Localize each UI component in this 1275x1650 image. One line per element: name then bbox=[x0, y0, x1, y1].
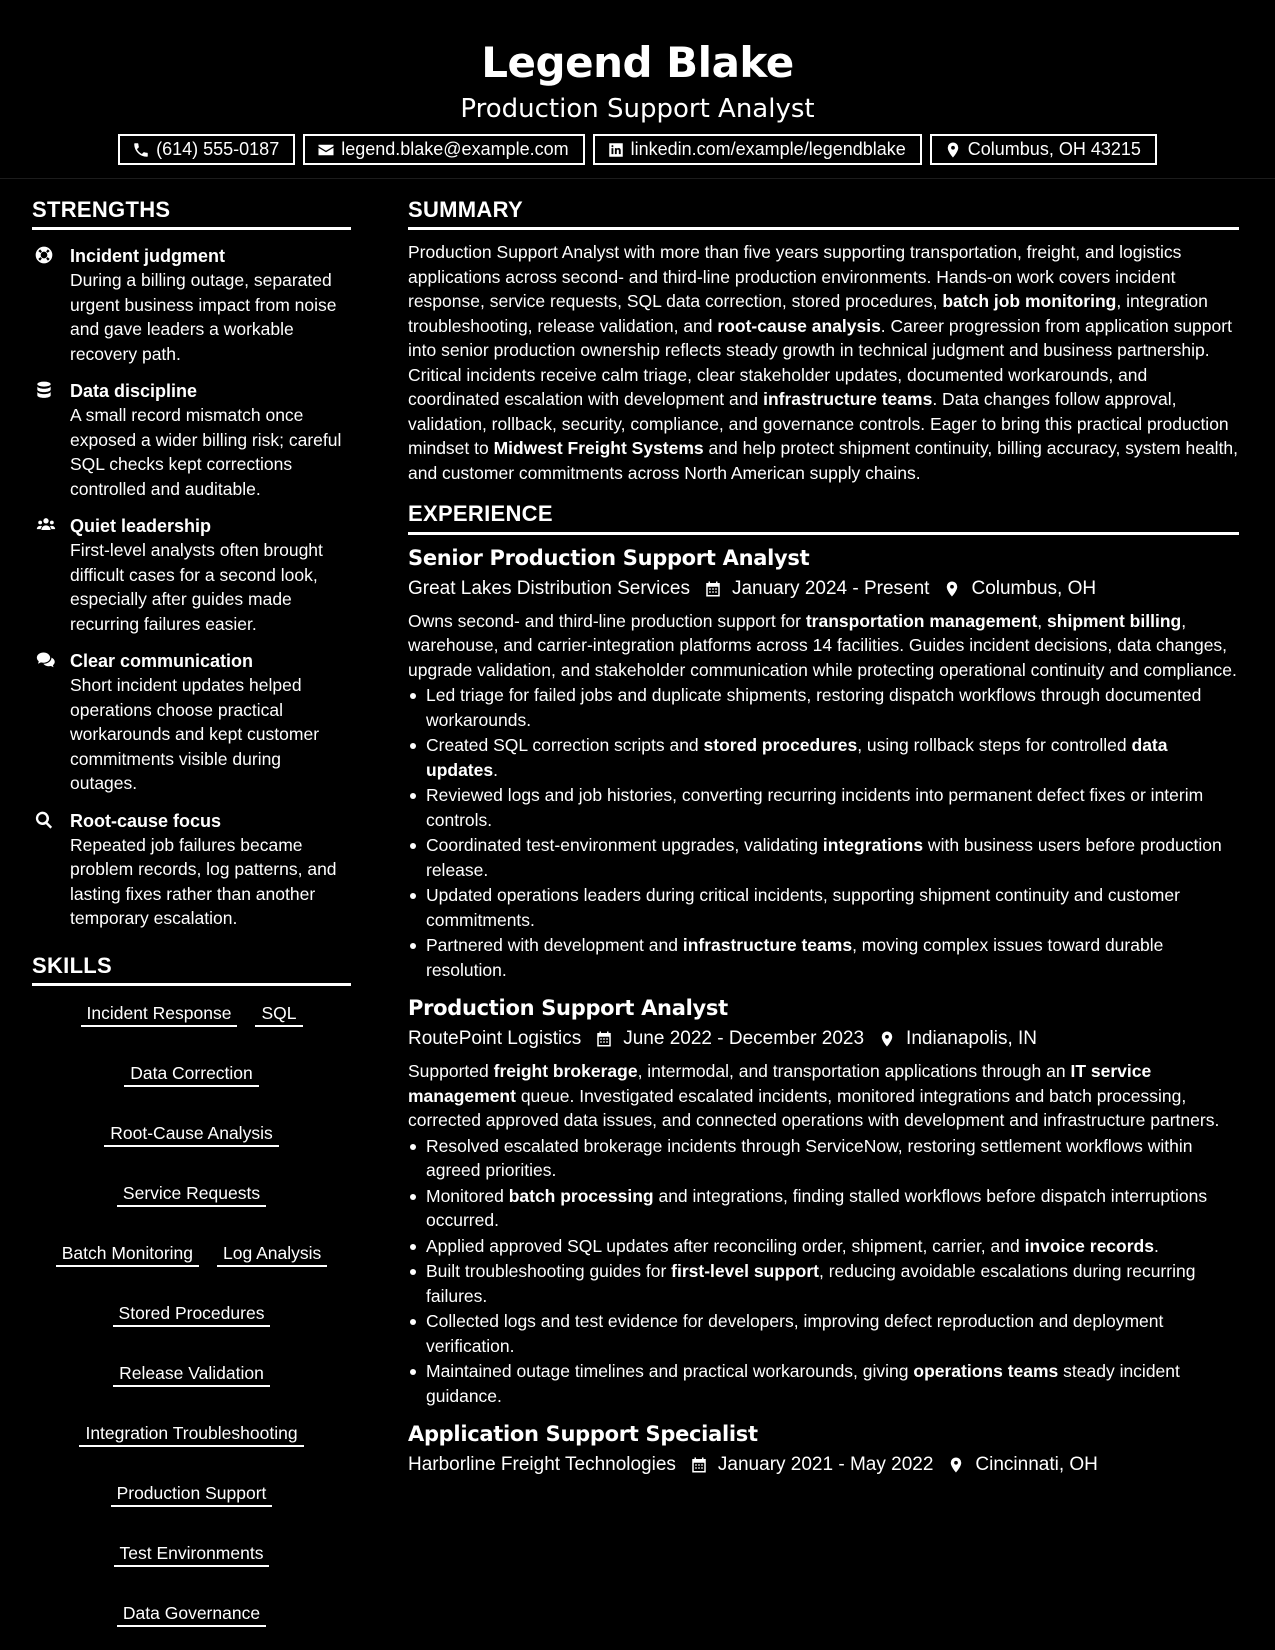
job-title: Application Support Specialist bbox=[408, 1422, 758, 1447]
envelope-icon bbox=[317, 141, 335, 159]
bold-phrase: integrations bbox=[822, 835, 924, 856]
job-dates: January 2021 - May 2022 bbox=[717, 1454, 934, 1476]
strength-item bbox=[32, 514, 351, 636]
experience-list bbox=[408, 544, 1239, 1480]
calendar-icon bbox=[690, 1456, 708, 1474]
job-description: Supported freight brokerage, intermodal, and transportation applications through an IT service management queue. Investigated escalated incidents, monitored integrations and batch processing, corrected approved data issues, and connected operations with development and infrastructure partners. bbox=[408, 1061, 1220, 1131]
strength-item bbox=[32, 379, 351, 501]
contact-linkedin-text: linkedin.com/example/legendblake bbox=[630, 139, 906, 159]
calendar-icon bbox=[704, 580, 722, 598]
candidate-name: Legend Blake bbox=[481, 38, 794, 87]
map-pin-icon bbox=[944, 141, 962, 159]
job-meta bbox=[408, 575, 1239, 603]
job-entry bbox=[408, 1420, 1239, 1479]
strength-item bbox=[32, 244, 351, 366]
job-bullet: Built troubleshooting guides for first-level support, reducing avoidable escalations during recurring failures. bbox=[408, 1259, 1239, 1308]
job-bullet: Created SQL correction scripts and stored procedures, using rollback steps for controlled data updates. bbox=[408, 733, 1239, 782]
job-bullet: Applied approved SQL updates after reconciling order, shipment, carrier, and invoice records. bbox=[408, 1234, 1239, 1259]
contact-email-text: legend.blake@example.com bbox=[341, 139, 569, 159]
bold-phrase: operations teams bbox=[913, 1361, 1059, 1382]
experience-heading: EXPERIENCE bbox=[408, 501, 1239, 534]
calendar-icon bbox=[595, 1030, 613, 1048]
contact-location[interactable] bbox=[930, 134, 1157, 165]
strengths-list bbox=[32, 244, 351, 931]
strengths-heading: STRENGTHS bbox=[32, 197, 351, 230]
bold-phrase: shipment billing bbox=[1047, 610, 1182, 631]
skill-tag: Batch Monitoring bbox=[56, 1241, 199, 1267]
bold-phrase: first-level support bbox=[671, 1261, 819, 1282]
strength-title: Quiet leadership bbox=[70, 516, 212, 537]
job-company: RoutePoint Logistics bbox=[408, 1028, 582, 1050]
job-bullet: Resolved escalated brokerage incidents through ServiceNow, restoring settlement workflows within agreed priorities. bbox=[408, 1134, 1239, 1183]
right-column bbox=[408, 197, 1239, 1479]
job-entry bbox=[408, 994, 1239, 1408]
map-pin-icon bbox=[943, 580, 961, 598]
job-bullet: Partnered with development and infrastructure teams, moving complex issues toward durable resolution. bbox=[408, 933, 1239, 982]
map-pin-icon bbox=[878, 1030, 896, 1048]
strength-desc: During a billing outage, separated urgent business impact from noise and gave leaders a workable recovery path. bbox=[70, 270, 337, 364]
bold-phrase: invoice records bbox=[1024, 1235, 1154, 1256]
skill-tag: Test Environments bbox=[114, 1541, 270, 1567]
bold-phrase: batch processing bbox=[508, 1185, 654, 1206]
job-location: Cincinnati, OH bbox=[975, 1454, 1098, 1476]
lifebuoy-icon bbox=[34, 245, 54, 265]
contact-email[interactable] bbox=[303, 134, 584, 165]
skills-list bbox=[32, 1001, 351, 1627]
bold-phrase: root-cause analysis bbox=[717, 315, 881, 336]
users-icon bbox=[34, 515, 58, 535]
job-bullet: Coordinated test-environment upgrades, validating integrations with business users before production release. bbox=[408, 833, 1239, 882]
contact-location-text: Columbus, OH 43215 bbox=[967, 139, 1141, 159]
contact-linkedin[interactable] bbox=[593, 134, 922, 165]
bold-phrase: data updates bbox=[426, 735, 1168, 780]
job-location: Indianapolis, IN bbox=[906, 1028, 1038, 1050]
bold-phrase: infrastructure teams bbox=[763, 389, 933, 410]
job-location: Columbus, OH bbox=[971, 577, 1097, 599]
job-bullets bbox=[408, 1134, 1239, 1409]
job-company: Harborline Freight Technologies bbox=[408, 1454, 676, 1476]
database-icon bbox=[34, 380, 54, 400]
job-bullet: Led triage for failed jobs and duplicate shipments, restoring dispatch workflows through documented workarounds. bbox=[408, 683, 1239, 732]
skill-tag: Incident Response bbox=[81, 1001, 238, 1027]
job-title: Senior Production Support Analyst bbox=[408, 545, 810, 570]
job-meta bbox=[408, 1025, 1239, 1053]
skill-tag: Service Requests bbox=[117, 1181, 266, 1207]
map-pin-icon bbox=[947, 1456, 965, 1474]
job-bullet: Monitored batch processing and integrations, finding stalled workflows before dispatch interruptions occurred. bbox=[408, 1184, 1239, 1233]
candidate-role: Production Support Analyst bbox=[460, 94, 815, 124]
skills-heading: SKILLS bbox=[32, 953, 351, 986]
strength-title: Clear communication bbox=[70, 651, 254, 672]
skill-tag: Root-Cause Analysis bbox=[104, 1121, 278, 1147]
skill-tag: Release Validation bbox=[113, 1361, 270, 1387]
phone-icon bbox=[132, 141, 150, 159]
skill-tag: Data Correction bbox=[124, 1061, 259, 1087]
contact-bar bbox=[0, 134, 1275, 165]
contact-phone-text: (614) 555-0187 bbox=[156, 139, 280, 159]
strength-desc: A small record mismatch once exposed a wider billing risk; careful SQL checks kept corrections controlled and auditable. bbox=[70, 405, 342, 499]
strength-title: Incident judgment bbox=[70, 246, 225, 267]
skill-tag: Integration Troubleshooting bbox=[79, 1421, 303, 1447]
skill-tag: SQL bbox=[255, 1001, 302, 1027]
job-dates: June 2022 - December 2023 bbox=[623, 1028, 865, 1050]
contact-phone[interactable] bbox=[118, 134, 295, 165]
strength-desc: Short incident updates helped operations choose practical workarounds and kept customer commitments visible during outages. bbox=[70, 675, 320, 794]
summary-heading: SUMMARY bbox=[408, 197, 1239, 230]
bold-phrase: IT service management bbox=[408, 1061, 1152, 1106]
bold-phrase: transportation management bbox=[805, 610, 1038, 631]
job-bullet: Collected logs and test evidence for developers, improving defect reproduction and deployment verification. bbox=[408, 1309, 1239, 1358]
skill-tag: Data Governance bbox=[117, 1601, 266, 1627]
job-company: Great Lakes Distribution Services bbox=[408, 577, 690, 599]
skill-tag: Stored Procedures bbox=[113, 1301, 271, 1327]
bold-phrase: Midwest Freight Systems bbox=[493, 438, 704, 459]
job-dates: January 2024 - Present bbox=[731, 577, 930, 599]
job-bullet: Reviewed logs and job histories, converting recurring incidents into permanent defect fixes or interim controls. bbox=[408, 783, 1239, 832]
bold-phrase: freight brokerage bbox=[493, 1061, 638, 1082]
left-column bbox=[32, 197, 351, 1627]
bold-phrase: batch job monitoring bbox=[942, 291, 1117, 312]
summary-text: Production Support Analyst with more than five years supporting transportation, freight, and logistics applications across second- and third-line production environments. Hands-on work covers incident response, service requests, SQL data correction, stored procedures, batch job monitoring, integration troubleshooting, release validation, and root-cause analysis. Career progression from application support into senior production ownership reflects steady growth in technical judgment and business partnership. Critical incidents receive calm triage, clear stakeholder updates, documented workarounds, and coordinated escalation with development and infrastructure teams. Data changes follow approval, validation, rollback, security, compliance, and governance controls. Eager to bring this practical production mindset to Midwest Freight Systems and help protect shipment continuity, billing accuracy, system health, and customer commitments across North American supply chains. bbox=[408, 242, 1239, 483]
resume-header bbox=[0, 0, 1275, 179]
bold-phrase: stored procedures bbox=[703, 735, 858, 756]
skill-tag: Log Analysis bbox=[217, 1241, 327, 1267]
job-bullet: Maintained outage timelines and practical workarounds, giving operations teams steady incident guidance. bbox=[408, 1359, 1239, 1408]
strength-title: Root-cause focus bbox=[70, 810, 222, 831]
job-meta bbox=[408, 1451, 1239, 1479]
comments-icon bbox=[34, 650, 58, 670]
job-entry bbox=[408, 544, 1239, 983]
job-bullets bbox=[408, 683, 1239, 982]
skill-tag: Production Support bbox=[111, 1481, 273, 1507]
job-bullet: Updated operations leaders during critical incidents, supporting shipment continuity and customer commitments. bbox=[408, 883, 1239, 932]
bold-phrase: infrastructure teams bbox=[682, 935, 853, 956]
linkedin-icon bbox=[607, 141, 625, 159]
job-description: Owns second- and third-line production support for transportation management, shipment billing, warehouse, and carrier-integration platforms across 14 facilities. Guides incident decisions, data changes, upgrade validation, and stakeholder communication while protecting operational continuity and compliance. bbox=[408, 610, 1237, 680]
strength-title: Data discipline bbox=[70, 381, 198, 402]
search-icon bbox=[34, 810, 54, 830]
job-title: Production Support Analyst bbox=[408, 996, 728, 1021]
strength-desc: First-level analysts often brought difficult cases for a second look, especially after guides made recurring failures easier. bbox=[70, 540, 323, 634]
strength-item bbox=[32, 809, 351, 931]
strength-item bbox=[32, 649, 351, 796]
strength-desc: Repeated job failures became problem records, log patterns, and lasting fixes rather than another temporary escalation. bbox=[70, 834, 337, 929]
